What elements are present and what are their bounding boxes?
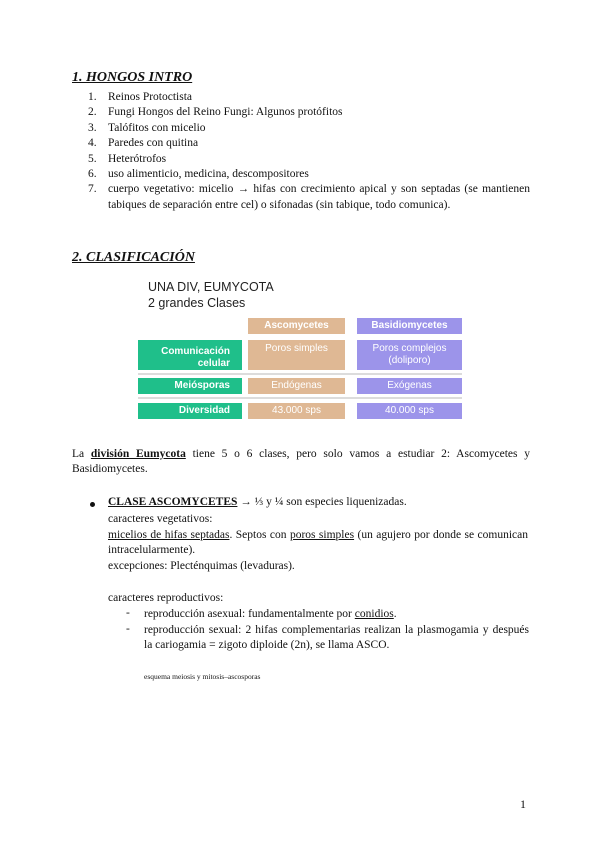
para-text: La <box>72 448 91 460</box>
veg-underline: poros simples <box>289 529 355 541</box>
para-text: tiene 5 o 6 clases, pero solo vamos a estudiar 2: Ascomycetes y Basidiomycetes. <box>72 448 530 476</box>
list-number: 1. <box>88 91 97 103</box>
asexual-underline: conidios <box>354 608 394 620</box>
cell-line: (doliporo) <box>388 355 431 366</box>
eumycota-paragraph <box>72 447 530 478</box>
list-text: Fungi Hongos del Reino Fungi: Algunos protófitos <box>108 106 343 119</box>
section-2-title: 2. CLASIFICACIÓN <box>72 250 195 265</box>
row-label-comunicacion <box>138 340 242 370</box>
veg-text <box>108 528 528 559</box>
cell-poros-simples: Poros simples <box>248 340 345 370</box>
row-label-meiosporas: Meiósporas <box>138 378 242 394</box>
repro-label: caracteres reproductivos: <box>108 592 224 604</box>
section-1-title: 1. HONGOS INTRO <box>72 70 193 85</box>
para-bold: división Eumycota <box>90 448 186 460</box>
col-header-basidiomycetes: Basidiomycetes <box>357 318 462 334</box>
list-item <box>72 152 530 167</box>
list-item <box>72 182 530 213</box>
list-item <box>72 121 530 136</box>
list-number: 2. <box>88 106 97 119</box>
intro-list <box>72 90 530 213</box>
cell-poros-complejos <box>357 340 462 370</box>
ascomycetes-heading <box>108 495 407 510</box>
list-text: Heterótrofos <box>108 152 167 165</box>
list-text: cuerpo vegetativo: micelio → hifas con crecimiento apical y son septadas (se mantienen tabiques de separación entre cel) o sifonadas (sin tabique, todo comunica). <box>108 183 530 211</box>
veg-label: caracteres vegetativos: <box>108 513 213 525</box>
dash-marker: - <box>126 607 130 619</box>
list-item <box>72 90 530 105</box>
list-number: 5. <box>88 152 97 165</box>
dash-marker: - <box>126 623 130 635</box>
cell-endogenas: Endógenas <box>248 378 345 394</box>
list-number: 7. <box>88 183 97 196</box>
asexual-span: reproducción asexual: fundamentalmente por <box>144 608 355 620</box>
heading-bold: CLASE ASCOMYCETES <box>108 496 238 508</box>
veg-span: . Septos con <box>229 529 290 541</box>
veg-underline: micelios de hifas septadas <box>108 529 230 541</box>
small-note: esquema meiosis y mitosis–ascosporas <box>144 672 261 681</box>
row-separator <box>138 397 462 399</box>
list-text: Reinos Protoctista <box>108 91 193 103</box>
list-text: Talófitos con micelio <box>108 121 206 134</box>
list-text: Paredes con quitina <box>108 137 199 150</box>
row-label-diversidad: Diversidad <box>138 403 242 419</box>
cell-40000: 40.000 sps <box>357 403 462 419</box>
bullet-icon <box>90 502 95 507</box>
figure-line-1: UNA DIV, EUMYCOTA <box>148 280 274 294</box>
cell-exogenas: Exógenas <box>357 378 462 394</box>
veg-span: (un agujero por donde se comunican intracelularmente). <box>108 529 528 557</box>
heading-text: → ⅓ y ¼ son especies liquenizadas. <box>237 496 407 508</box>
list-number: 4. <box>88 137 97 150</box>
list-item <box>72 136 530 151</box>
list-number: 6. <box>88 168 97 181</box>
list-item <box>72 105 530 120</box>
figure-line-2: 2 grandes Clases <box>148 296 246 310</box>
row-label-line: Comunicación <box>161 346 230 357</box>
list-number: 3. <box>88 121 97 134</box>
list-text: uso alimenticio, medicina, descompositores <box>108 168 309 181</box>
row-separator <box>138 373 462 375</box>
page-number: 1 <box>520 797 526 811</box>
row-label-line: celular <box>197 358 230 369</box>
exceptions-text: excepciones: Plecténquimas (levaduras). <box>108 560 295 572</box>
sexual-text: reproducción sexual: 2 hifas complementarias realizan la plasmogamia y después la cariogamia = zigoto diploide (2n), se llama ASCO. <box>144 624 529 652</box>
asexual-text <box>144 607 397 622</box>
cell-43000: 43.000 sps <box>248 403 345 419</box>
cell-line: Poros complejos <box>372 343 447 354</box>
col-header-ascomycetes: Ascomycetes <box>248 318 345 334</box>
list-item <box>72 167 530 182</box>
asexual-span: . <box>393 608 397 620</box>
